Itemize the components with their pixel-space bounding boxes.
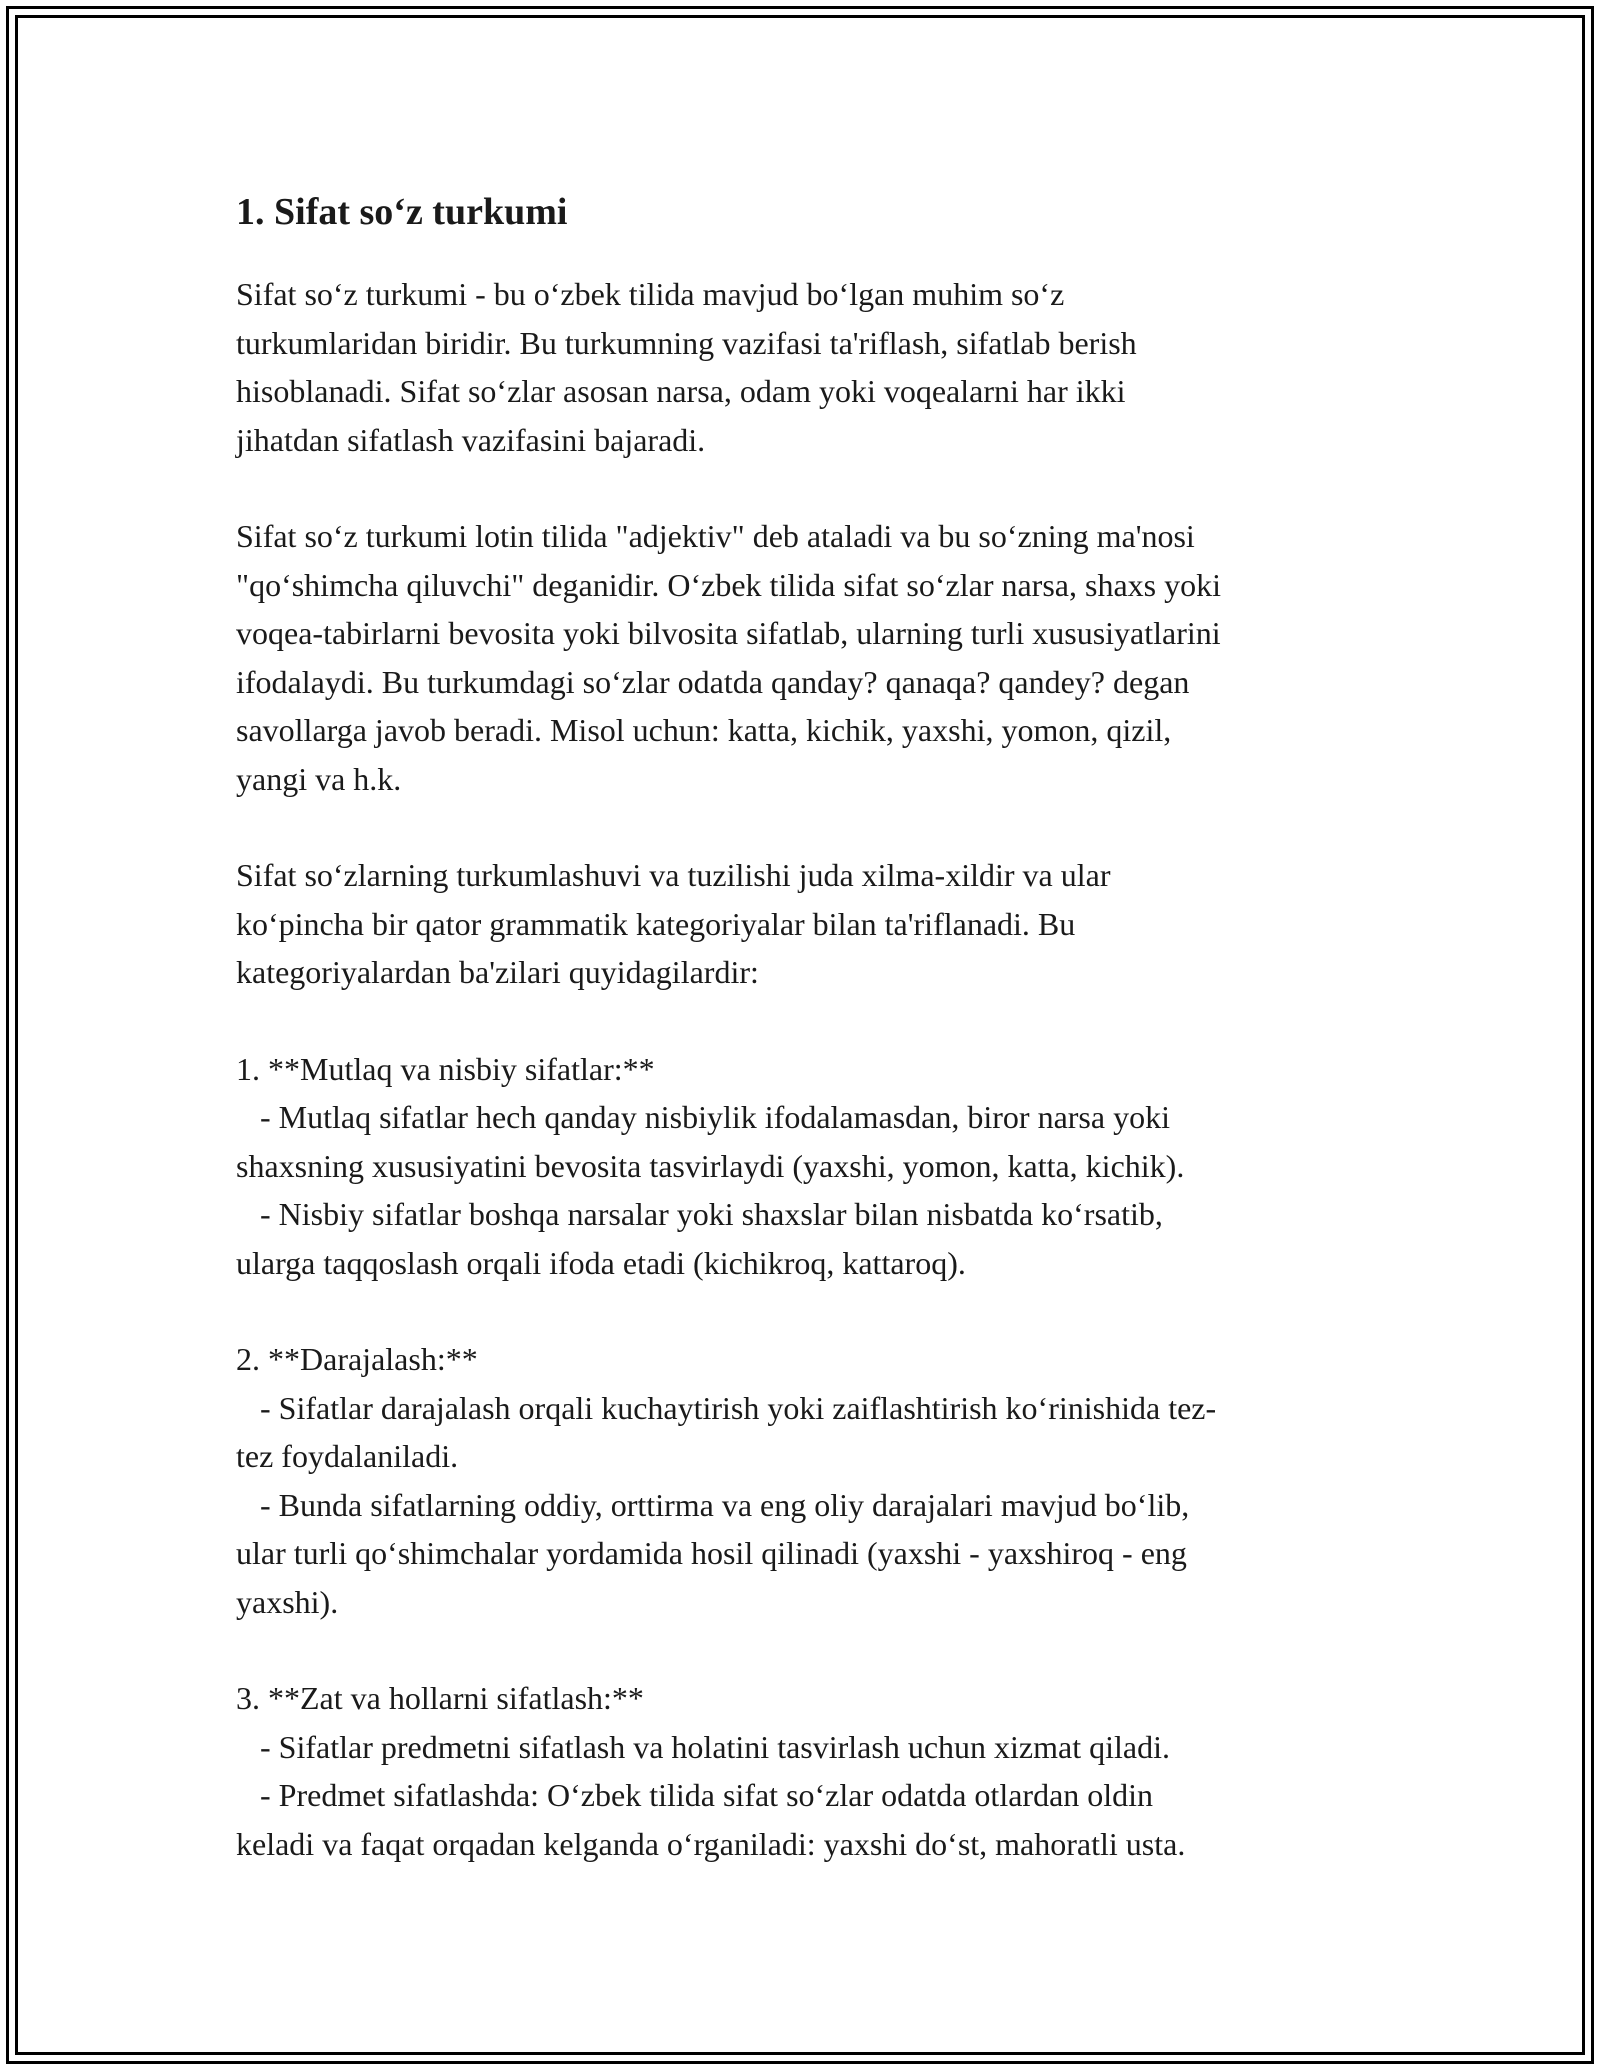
list-item-absolute-relative: [236, 1045, 1386, 1288]
list-item-heading: 2. **Darajalash:**: [236, 1341, 478, 1377]
paragraph-categories-intro: [236, 851, 1386, 997]
text-line: ifodalaydi. Bu turkumdagi so‘zlar odatda qanday? qanaqa? qandey? degan: [236, 663, 1190, 700]
text-line: keladi va faqat orqadan kelganda o‘rganiladi: yaxshi do‘st, mahoratli usta.: [236, 1825, 1186, 1862]
text-line: Sifat so‘z turkumi lotin tilida "adjektiv" deb ataladi va bu so‘zning ma'nosi: [236, 518, 1195, 554]
list-item-gradation: [236, 1335, 1386, 1626]
text-line: jihatdan sifatlash vazifasini bajaradi.: [236, 421, 706, 458]
text-line: ularga taqqoslash orqali ifoda etadi (kichikroq, kattaroq).: [236, 1244, 966, 1281]
text-line: tez foydalaniladi.: [236, 1438, 459, 1474]
text-line: shaxsning xususiyatini bevosita tasvirlaydi (yaxshi, yomon, katta, kichik).: [236, 1147, 1185, 1184]
text-line: - Bunda sifatlarning oddiy, orttirma va eng oliy darajalari mavjud bo‘lib,: [236, 1486, 1190, 1523]
text-line: - Mutlaq sifatlar hech qanday nisbiylik ifodalamasdan, biror narsa yoki: [236, 1099, 1170, 1135]
text-line: kategoriyalardan ba'zilari quyidagilardir:: [236, 954, 759, 990]
text-line: - Predmet sifatlashda: O‘zbek tilida sifat so‘zlar odatda otlardan oldin: [236, 1777, 1154, 1813]
list-item-qualifying: [236, 1674, 1386, 1868]
text-line: yaxshi).: [236, 1583, 339, 1620]
text-line: - Sifatlar predmetni sifatlash va holatini tasvirlash uchun xizmat qiladi.: [236, 1728, 1170, 1765]
paragraph-definition: [236, 512, 1386, 803]
text-line: - Sifatlar darajalash orqali kuchaytirish yoki zaiflashtirish ko‘rinishida tez-: [236, 1389, 1217, 1426]
text-line: "qo‘shimcha qiluvchi" deganidir. O‘zbek tilida sifat so‘zlar narsa, shaxs yoki: [236, 566, 1221, 603]
document-body: [236, 186, 1386, 1916]
text-line: ko‘pincha bir qator grammatik kategoriyalar bilan ta'riflanadi. Bu: [236, 905, 1076, 942]
text-line: savollarga javob beradi. Misol uchun: katta, kichik, yaxshi, yomon, qizil,: [236, 712, 1172, 748]
section-title: 1. Sifat so‘z turkumi: [236, 191, 568, 233]
text-line: turkumlaridan biridir. Bu turkumning vazifasi ta'riflash, sifatlab berish: [236, 324, 1137, 361]
text-line: - Nisbiy sifatlar boshqa narsalar yoki shaxslar bilan nisbatda ko‘rsatib,: [236, 1196, 1163, 1232]
list-item-heading: 3. **Zat va hollarni sifatlash:**: [236, 1680, 644, 1716]
text-line: yangi va h.k.: [236, 760, 402, 797]
paragraph-intro: [236, 270, 1386, 464]
text-line: ular turli qo‘shimchalar yordamida hosil qilinadi (yaxshi - yaxshiroq - eng: [236, 1535, 1187, 1571]
text-line: Sifat so‘zlarning turkumlashuvi va tuzilishi juda xilma-xildir va ular: [236, 857, 1111, 893]
text-line: Sifat so‘z turkumi - bu o‘zbek tilida mavjud bo‘lgan muhim so‘z: [236, 276, 1065, 312]
list-item-heading: 1. **Mutlaq va nisbiy sifatlar:**: [236, 1050, 655, 1087]
text-line: voqea-tabirlarni bevosita yoki bilvosita sifatlab, ularning turli xususiyatlarini: [236, 615, 1221, 651]
text-line: hisoblanadi. Sifat so‘zlar asosan narsa, odam yoki voqealarni har ikki: [236, 373, 1126, 409]
